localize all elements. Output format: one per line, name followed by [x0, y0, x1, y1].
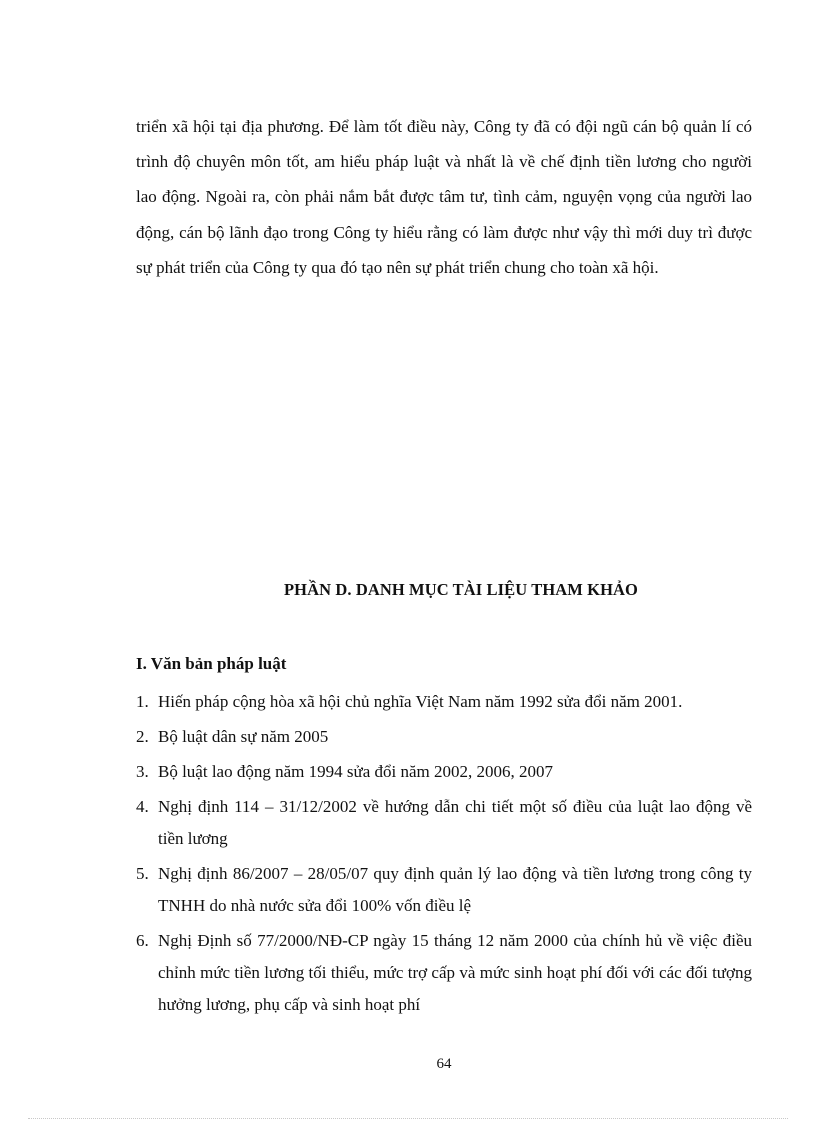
reference-item: [136, 791, 752, 855]
reference-number: 6.: [136, 931, 149, 950]
page-number: 64: [436, 1056, 452, 1072]
reference-number: 3.: [136, 762, 149, 781]
reference-number: 4.: [136, 797, 149, 816]
reference-text: Bộ luật dân sự năm 2005: [158, 727, 329, 746]
reference-number: 5.: [136, 864, 149, 883]
reference-text: Hiến pháp cộng hòa xã hội chủ nghĩa Việt Nam năm 1992 sửa đổi năm 2001.: [158, 692, 683, 711]
reference-text: Nghị định 114 – 31/12/2002 về hướng dẫn chi tiết một số điều của luật lao động về tiền lương: [158, 797, 752, 848]
reference-item: [136, 925, 752, 1021]
subheading-legal-documents: I. Văn bản pháp luật: [136, 654, 287, 673]
reference-list: [136, 686, 752, 1024]
reference-text: Nghị Định số 77/2000/NĐ-CP ngày 15 tháng 12 năm 2000 của chính hủ về việc điều chỉnh mức tiền lương tối thiểu, mức trợ cấp và mức sinh hoạt phí đối với các đối tượng hưởng lương, phụ cấp và sinh hoạt phí: [158, 931, 752, 1014]
reference-item: [136, 721, 752, 753]
reference-number: 1.: [136, 692, 149, 711]
reference-text: Bộ luật lao động năm 1994 sửa đổi năm 2002, 2006, 2007: [158, 762, 553, 781]
section-title: PHẦN D. DANH MỤC TÀI LIỆU THAM KHẢO: [284, 580, 638, 599]
reference-text: Nghị định 86/2007 – 28/05/07 quy định quản lý lao động và tiền lương trong công ty TNHH do nhà nước sửa đổi 100% vốn điều lệ: [158, 864, 752, 915]
footer-divider: [28, 1118, 788, 1119]
reference-item: [136, 858, 752, 922]
reference-number: 2.: [136, 727, 149, 746]
reference-item: [136, 756, 752, 788]
reference-item: [136, 686, 752, 718]
body-paragraph: triển xã hội tại địa phương. Để làm tốt điều này, Công ty đã có đội ngũ cán bộ quản lí có trình độ chuyên môn tốt, am hiểu pháp luật và nhất là về chế định tiền lương cho người lao động. Ngoài ra, còn phải nắm bắt được tâm tư, tình cảm, nguyện vọng của người lao động, cán bộ lãnh đạo trong Công ty hiểu rằng có làm được như vậy thì mới duy trì được sự phát triển của Công ty qua đó tạo nên sự phát triển chung cho toàn xã hội.: [136, 117, 752, 277]
